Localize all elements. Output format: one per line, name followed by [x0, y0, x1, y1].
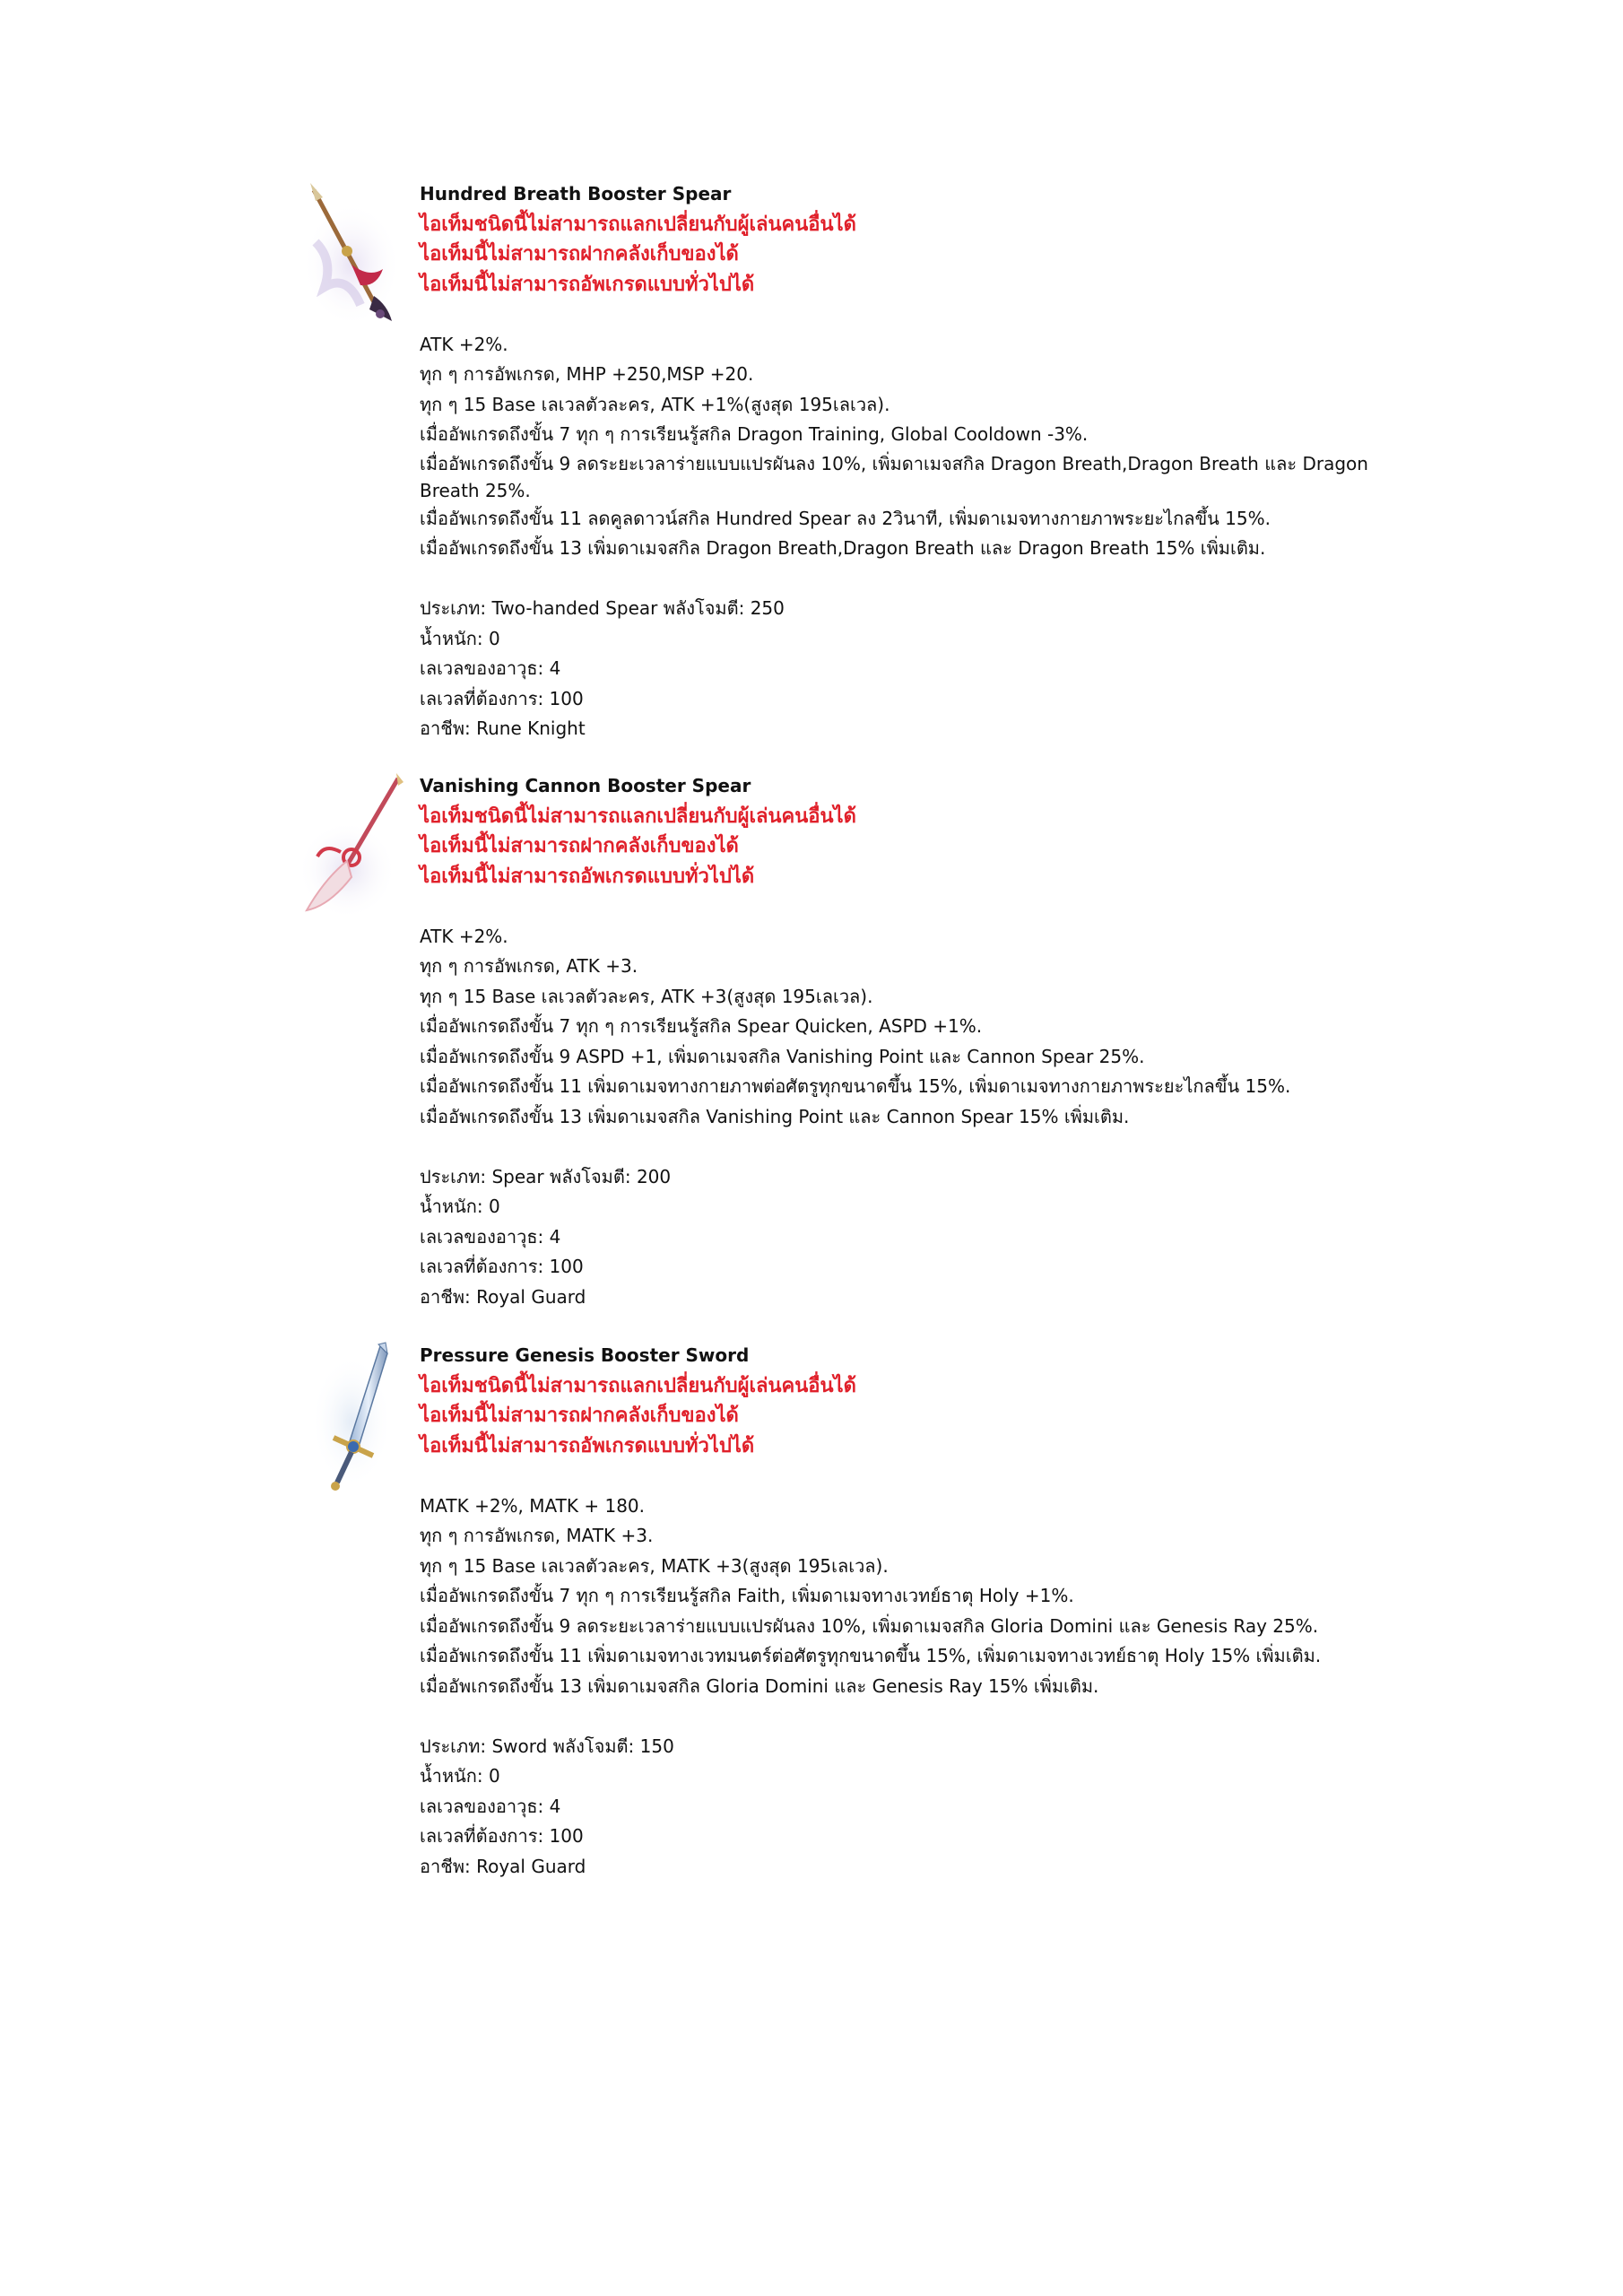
effect-line: เมื่ออัพเกรดถึงขั้น 11 เพิ่มดาเมจทางเวทมนตร์ต่อศัตรูทุกขนาดขึ้น 15%, เพิ่มดาเมจทางเวทย์ธาตุ Holy 15% เพิ่มเติม.: [420, 1645, 1322, 1666]
sword-icon: [298, 1341, 412, 1493]
stat-required-level: เลเวลที่ต้องการ: 100: [420, 687, 584, 709]
lance-icon: [298, 771, 412, 924]
effect-line: เมื่ออัพเกรดถึงขั้น 9 ลดระยะเวลาร่ายแบบแปรผันลง 10%, เพิ่มดาเมจสกิล Gloria Domini และ Genesis Ray 25%.: [420, 1614, 1319, 1637]
effect-line: เมื่ออัพเกรดถึงขั้น 13 เพิ่มดาเมจสกิล Dragon Breath,Dragon Breath และ Dragon Breath 15% เพิ่มเติม.: [420, 537, 1266, 559]
item-name: Hundred Breath Booster Spear: [420, 183, 732, 204]
stat-type: ประเภท: Two-handed Spear พลังโจมตี: 250: [420, 597, 785, 619]
effect-line: เมื่ออัพเกรดถึงขั้น 11 ลดคูลดาวน์สกิล Hundred Spear ลง 2วินาที, เพิ่มดาเมจทางกายภาพระยะไกลขึ้น 15%.: [420, 507, 1271, 529]
item-name: Vanishing Cannon Booster Spear: [420, 775, 751, 796]
stat-job: อาชีพ: Royal Guard: [420, 1285, 586, 1308]
effect-line: เมื่ออัพเกรดถึงขั้น 7 ทุก ๆ การเรียนรู้สกิล Faith, เพิ่มดาเมจทางเวทย์ธาตุ Holy +1%.: [420, 1585, 1074, 1606]
stat-weight: น้ำหนัก: 0: [420, 627, 500, 649]
effect-line: เมื่ออัพเกรดถึงขั้น 13 เพิ่มดาเมจสกิล Gloria Domini และ Genesis Ray 15% เพิ่มเติม.: [420, 1674, 1099, 1697]
effect-line: เมื่ออัพเกรดถึงขั้น 13 เพิ่มดาเมจสกิล Vanishing Point และ Cannon Spear 15% เพิ่มเติม.: [420, 1105, 1130, 1127]
stat-weapon-level: เลเวลของอาวุธ: 4: [420, 657, 561, 679]
item-name: Pressure Genesis Booster Sword: [420, 1344, 750, 1366]
storage-restriction: ไอเท็มนี้ไม่สามารถฝากคลังเก็บของได้: [420, 835, 739, 857]
stat-required-level: เลเวลที่ต้องการ: 100: [420, 1825, 584, 1847]
effect-line: ทุก ๆ การอัพเกรด, MATK +3.: [420, 1525, 654, 1546]
storage-restriction: ไอเท็มนี้ไม่สามารถฝากคลังเก็บของได้: [420, 1405, 739, 1427]
upgrade-restriction: ไอเท็มนี้ไม่สามารถอัพเกรดแบบทั่วไปได้: [420, 865, 755, 888]
effect-line: ทุก ๆ การอัพเกรด, MHP +250,MSP +20.: [420, 363, 754, 385]
stat-required-level: เลเวลที่ต้องการ: 100: [420, 1256, 584, 1277]
effect-line: ทุก ๆ 15 Base เลเวลตัวละคร, ATK +3(สูงสุด 195เลเวล).: [420, 985, 873, 1007]
effect-line: ทุก ๆ 15 Base เลเวลตัวละคร, MATK +3(สูงสุด 195เลเวล).: [420, 1554, 889, 1577]
stat-job: อาชีพ: Royal Guard: [420, 1855, 586, 1877]
effect-line: เมื่ออัพเกรดถึงขั้น 11 เพิ่มดาเมจทางกายภาพต่อศัตรูทุกขนาดขึ้น 15%, เพิ่มดาเมจทางกายภาพระยะไกลขึ้น 15%.: [420, 1075, 1291, 1097]
effect-line: ATK +2%.: [420, 333, 508, 355]
effect-line: ATK +2%.: [420, 925, 508, 947]
upgrade-restriction: ไอเท็มนี้ไม่สามารถอัพเกรดแบบทั่วไปได้: [420, 273, 755, 296]
stat-weapon-level: เลเวลของอาวุธ: 4: [420, 1795, 561, 1817]
stat-weight: น้ำหนัก: 0: [420, 1765, 500, 1787]
effect-line: MATK +2%, MATK + 180.: [420, 1494, 645, 1517]
effect-line: ทุก ๆ การอัพเกรด, ATK +3.: [420, 955, 638, 977]
stat-job: อาชีพ: Rune Knight: [420, 718, 586, 739]
stat-type: ประเภท: Sword พลังโจมตี: 150: [420, 1735, 674, 1757]
stat-weapon-level: เลเวลของอาวุธ: 4: [420, 1225, 561, 1248]
effect-line: เมื่ออัพเกรดถึงขั้น 9 ลดระยะเวลาร่ายแบบแปรผันลง 10%, เพิ่มดาเมจสกิล Dragon Breath,Dragon Breath และ Dragon Breath 25%.: [420, 452, 1368, 501]
effect-line: เมื่ออัพเกรดถึงขั้น 7 ทุก ๆ การเรียนรู้สกิล Dragon Training, Global Cooldown -3%.: [420, 423, 1089, 445]
upgrade-restriction: ไอเท็มนี้ไม่สามารถอัพเกรดแบบทั่วไปได้: [420, 1434, 755, 1457]
stat-weight: น้ำหนัก: 0: [420, 1196, 500, 1217]
spear-icon: [298, 179, 412, 332]
trade-restriction: ไอเท็มชนิดนี้ไม่สามารถแลกเปลี่ยนกับผู้เล่นคนอื่นได้: [420, 1374, 856, 1397]
storage-restriction: ไอเท็มนี้ไม่สามารถฝากคลังเก็บของได้: [420, 243, 739, 265]
effect-line: เมื่ออัพเกรดถึงขั้น 9 ASPD +1, เพิ่มดาเมจสกิล Vanishing Point และ Cannon Spear 25%.: [420, 1045, 1145, 1067]
effect-line: ทุก ๆ 15 Base เลเวลตัวละคร, ATK +1%(สูงสุด 195เลเวล).: [420, 393, 890, 415]
stat-type: ประเภท: Spear พลังโจมตี: 200: [420, 1165, 672, 1187]
effect-line: เมื่ออัพเกรดถึงขั้น 7 ทุก ๆ การเรียนรู้สกิล Spear Quicken, ASPD +1%.: [420, 1015, 983, 1037]
trade-restriction: ไอเท็มชนิดนี้ไม่สามารถแลกเปลี่ยนกับผู้เล่นคนอื่นได้: [420, 213, 856, 236]
trade-restriction: ไอเท็มชนิดนี้ไม่สามารถแลกเปลี่ยนกับผู้เล่นคนอื่นได้: [420, 804, 856, 828]
